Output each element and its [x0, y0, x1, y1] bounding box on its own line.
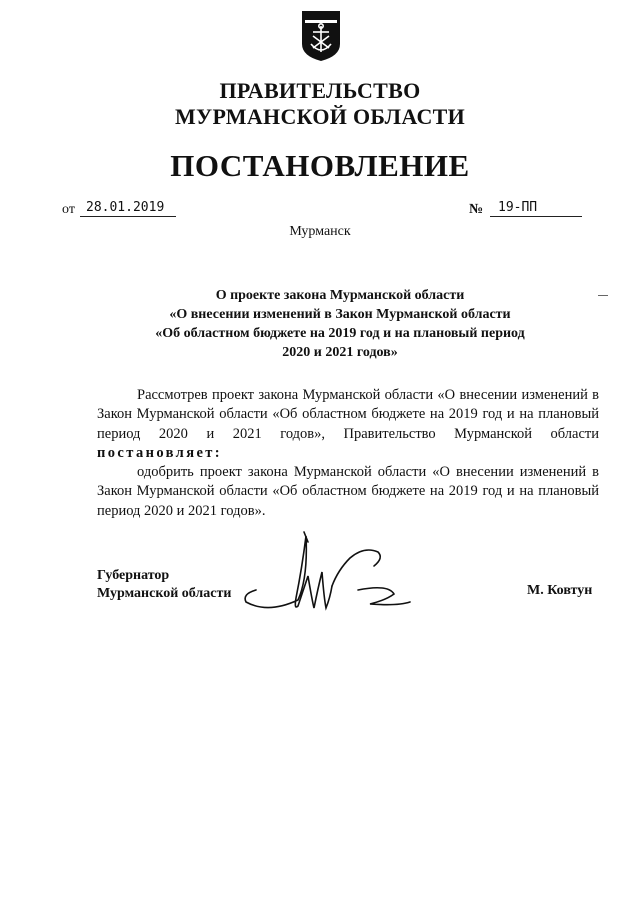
date-label: от [62, 202, 75, 217]
coat-of-arms-icon [301, 10, 341, 62]
number-label: № [469, 202, 484, 217]
signatory-title-line: Губернатор [97, 568, 170, 583]
document-number: 19-ПП [490, 200, 582, 217]
margin-mark [598, 295, 608, 296]
body-paragraph: одобрить проект закона Мурманской области «О внесении изменений в Закон Мурманской области «Об областном бюджете на 2019 год и на плановый период 2020 и 2021 годов». [97, 464, 599, 519]
document-body [97, 386, 599, 521]
subject-line: 2020 и 2021 годов» [282, 345, 398, 360]
subject-line: О проекте закона Мурманской области [215, 288, 465, 303]
city: Мурманск [289, 224, 351, 239]
signatory-title-line: Мурманской области [97, 586, 232, 601]
signatory-title [97, 567, 231, 603]
body-paragraph [97, 386, 599, 463]
subject-line: «О внесении изменений в Закон Мурманской области [169, 307, 511, 322]
signatory-name: М. Ковтун [527, 583, 593, 598]
organization-name-line2: МУРМАНСКОЙ ОБЛАСТИ [174, 104, 466, 129]
handwritten-signature-icon [238, 528, 448, 628]
subject-line: «Об областном бюджете на 2019 год и на плановый период [155, 326, 525, 341]
decree-word: постановляет: [97, 444, 223, 461]
document-subject [110, 286, 570, 362]
document-date: 28.01.2019 [80, 200, 176, 217]
organization-name-line1: ПРАВИТЕЛЬСТВО [219, 78, 421, 103]
document-type: ПОСТАНОВЛЕНИЕ [170, 148, 470, 183]
body-paragraph-text: Рассмотрев проект закона Мурманской области «О внесении изменений в Закон Мурманской области «Об областном бюджете на 2019 год и на плановый период 2020 и 2021 годов», Правительство Мурманской области [97, 387, 599, 442]
